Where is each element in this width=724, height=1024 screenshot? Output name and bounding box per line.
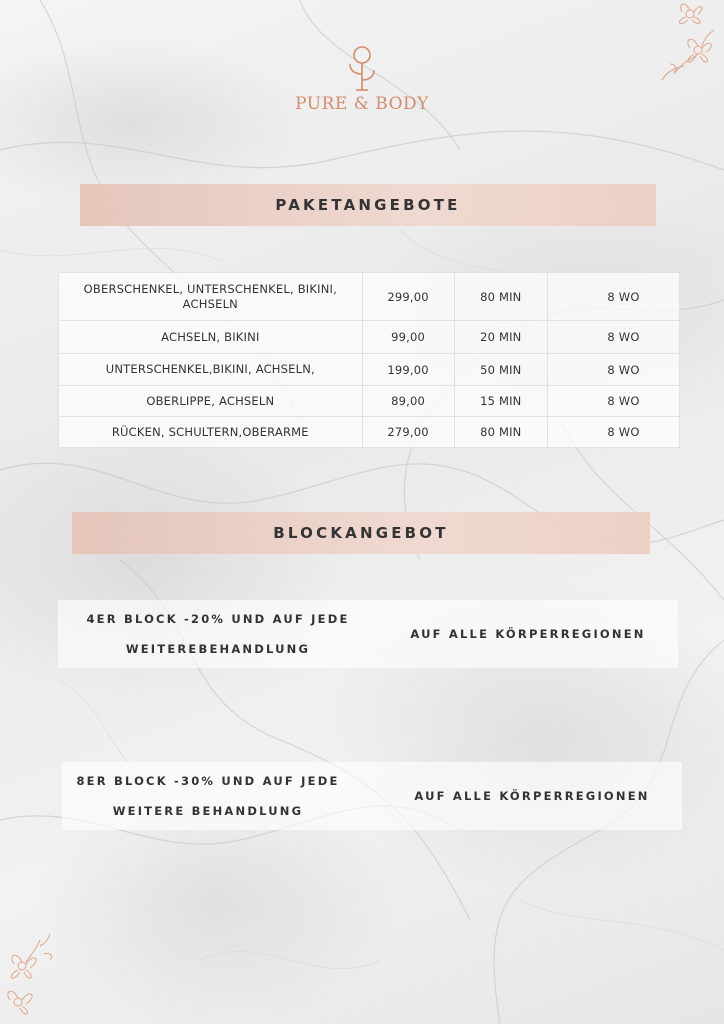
table-row <box>59 386 680 417</box>
blocks-heading-band <box>72 512 650 554</box>
block-offer-line1: 4ER BLOCK -20% UND AUF JEDE <box>86 612 350 626</box>
package-name: RÜCKEN, SCHULTERN,OBERARME <box>59 417 363 448</box>
package-duration: 80 MIN <box>454 417 547 448</box>
package-price: 99,00 <box>362 321 454 354</box>
table-row <box>59 354 680 386</box>
package-duration: 15 MIN <box>454 386 547 417</box>
package-name: OBERLIPPE, ACHSELN <box>59 386 363 417</box>
package-name: OBERSCHENKEL, UNTERSCHENKEL, BIKINI, ACHSELN <box>59 273 363 321</box>
block-offer-description <box>48 762 368 830</box>
package-duration: 20 MIN <box>454 321 547 354</box>
table-row <box>59 321 680 354</box>
package-price: 199,00 <box>362 354 454 386</box>
block-offer-scope: AUF ALLE KÖRPERREGIONEN <box>414 789 650 803</box>
package-interval: 8 WO <box>547 273 679 321</box>
block-offer-description <box>58 600 378 668</box>
brand-logo <box>0 44 724 114</box>
package-name: UNTERSCHENKEL,BIKINI, ACHSELN, <box>59 354 363 386</box>
package-price: 299,00 <box>362 273 454 321</box>
block-offer-line1: 8ER BLOCK -30% UND AUF JEDE <box>76 774 340 788</box>
package-price: 89,00 <box>362 386 454 417</box>
packages-heading: PAKETANGEBOTE <box>275 196 461 214</box>
lotus-logo-icon <box>342 44 382 92</box>
table-row <box>59 417 680 448</box>
package-interval: 8 WO <box>547 417 679 448</box>
package-interval: 8 WO <box>547 386 679 417</box>
brand-name: PURE & BODY <box>295 94 429 114</box>
block-offer <box>62 762 682 830</box>
packages-table <box>58 272 680 448</box>
block-offer-scope: AUF ALLE KÖRPERREGIONEN <box>410 627 646 641</box>
package-interval: 8 WO <box>547 354 679 386</box>
flower-ornament-icon <box>0 930 62 1024</box>
table-row <box>59 273 680 321</box>
package-interval: 8 WO <box>547 321 679 354</box>
block-offer <box>58 600 678 668</box>
block-offer-line2: WEITEREBEHANDLUNG <box>125 642 311 656</box>
packages-heading-band <box>80 184 656 226</box>
package-duration: 80 MIN <box>454 273 547 321</box>
package-duration: 50 MIN <box>454 354 547 386</box>
package-price: 279,00 <box>362 417 454 448</box>
package-name: ACHSELN, BIKINI <box>59 321 363 354</box>
block-offer-line2: WEITERE BEHANDLUNG <box>112 804 304 818</box>
blocks-heading: BLOCKANGEBOT <box>273 524 449 542</box>
